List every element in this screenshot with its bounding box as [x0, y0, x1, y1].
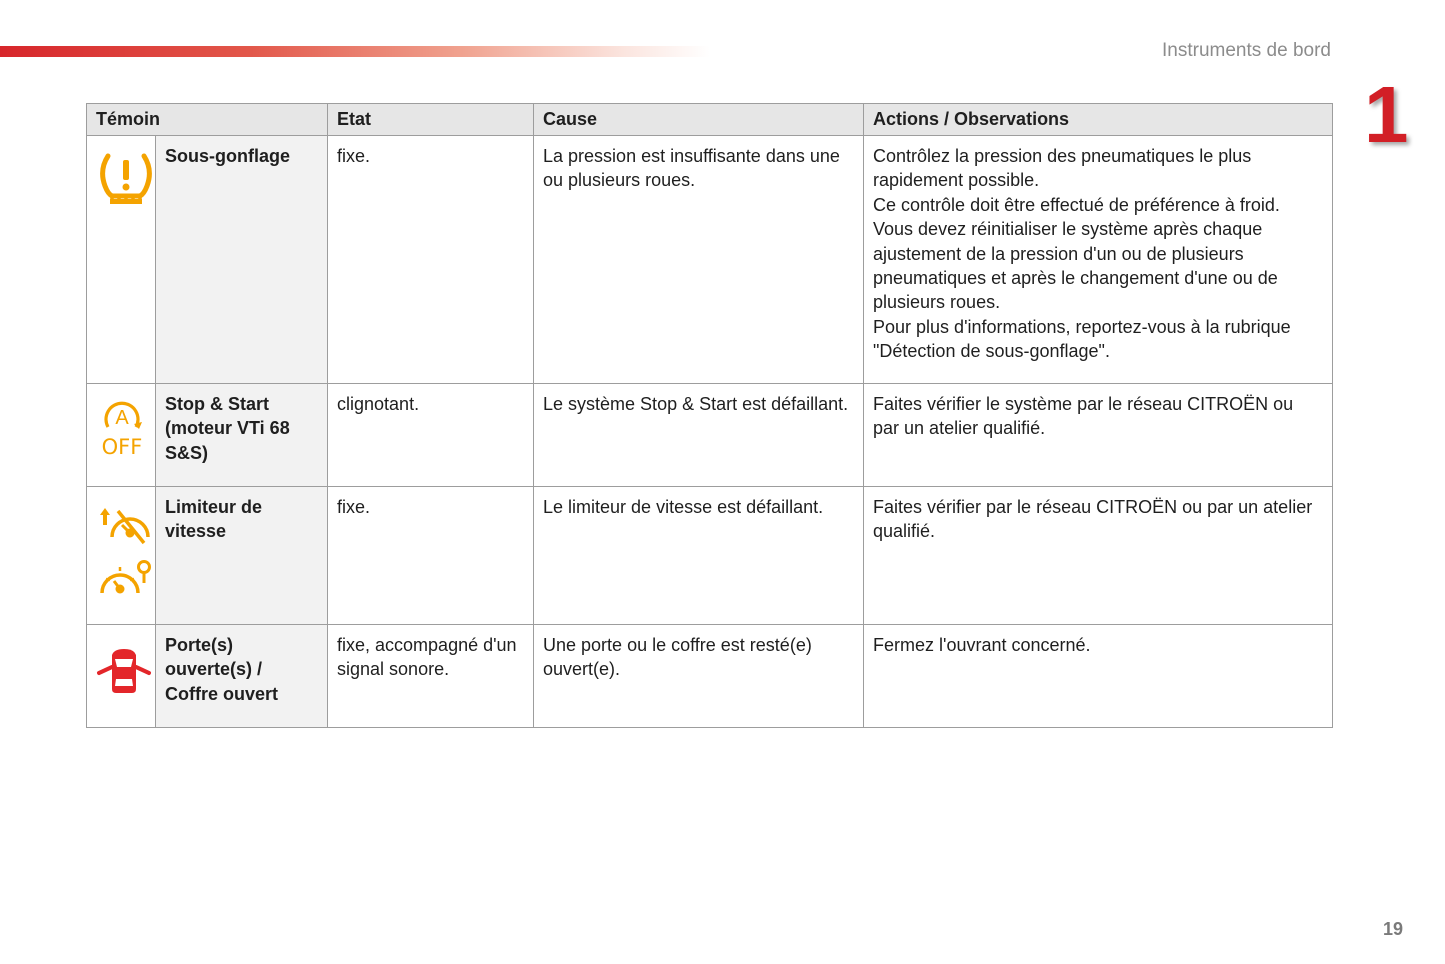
action-line: Faites vérifier le système par le réseau CITROËN ou par un atelier qualifié. [873, 394, 1294, 439]
column-header-actions: Actions / Observations [864, 104, 1333, 136]
action-line: Ce contrôle doit être effectué de préférence à froid. [873, 194, 1280, 215]
row-name: Porte(s) ouverte(s) / Coffre ouvert [156, 625, 328, 728]
row-etat: clignotant. [328, 384, 534, 487]
row-cause: Le limiteur de vitesse est défaillant. [534, 487, 864, 625]
svg-text:A: A [115, 407, 129, 429]
column-header-etat: Etat [328, 104, 534, 136]
row-cause: Une porte ou le coffre est resté(e) ouvert(e). [534, 625, 864, 728]
action-line: Pour plus d'informations, reportez-vous à la rubrique "Détection de sous-gonflage". [873, 316, 1291, 362]
row-etat: fixe. [328, 136, 534, 384]
speed-limiter-fault-icon [96, 503, 154, 549]
action-line: Contrôlez la pression des pneumatiques le plus rapidement possible. [873, 146, 1252, 191]
action-line: Vous devez réinitialiser le système après chaque ajustement de la pression d'un ou de plusieurs pneumatiques et après le changement d'une ou de plusieurs roues. [873, 219, 1278, 313]
icon-cell [87, 487, 156, 625]
row-etat: fixe. [328, 487, 534, 625]
table-row [87, 136, 1333, 384]
icon-cell [87, 136, 156, 384]
column-header-temoin: Témoin [87, 104, 328, 136]
row-name: Stop & Start (moteur VTi 68 S&S) [156, 384, 328, 487]
row-actions [864, 384, 1333, 487]
row-actions [864, 136, 1333, 384]
row-etat: fixe, accompagné d'un signal sonore. [328, 625, 534, 728]
row-name: Limiteur de vitesse [156, 487, 328, 625]
row-cause: La pression est insuffisante dans une ou plusieurs roues. [534, 136, 864, 384]
table-row [87, 625, 1333, 728]
chapter-number: 1 [1364, 70, 1409, 159]
column-header-cause: Cause [534, 104, 864, 136]
table-row [87, 487, 1333, 625]
row-actions [864, 625, 1333, 728]
table-row [87, 384, 1333, 487]
icon-cell [87, 384, 156, 487]
icon-cell [87, 625, 156, 728]
stop-start-off-icon [96, 394, 148, 456]
svg-text:OFF: OFF [101, 435, 143, 456]
tire-pressure-warning-icon [96, 150, 156, 212]
row-actions [864, 487, 1333, 625]
row-cause: Le système Stop & Start est défaillant. [534, 384, 864, 487]
table-header-row [87, 104, 1333, 136]
action-line: Faites vérifier par le réseau CITROËN ou par un atelier qualifié. [873, 497, 1313, 542]
row-name: Sous-gonflage [156, 136, 328, 384]
speed-limiter-icon [96, 557, 154, 603]
action-line: Fermez l'ouvrant concerné. [873, 635, 1091, 655]
warning-lights-table [86, 103, 1333, 728]
page-number: 19 [1383, 919, 1404, 939]
door-open-icon [96, 645, 152, 697]
section-title: Instruments de bord [1162, 40, 1331, 61]
header-accent-bar [0, 46, 710, 57]
